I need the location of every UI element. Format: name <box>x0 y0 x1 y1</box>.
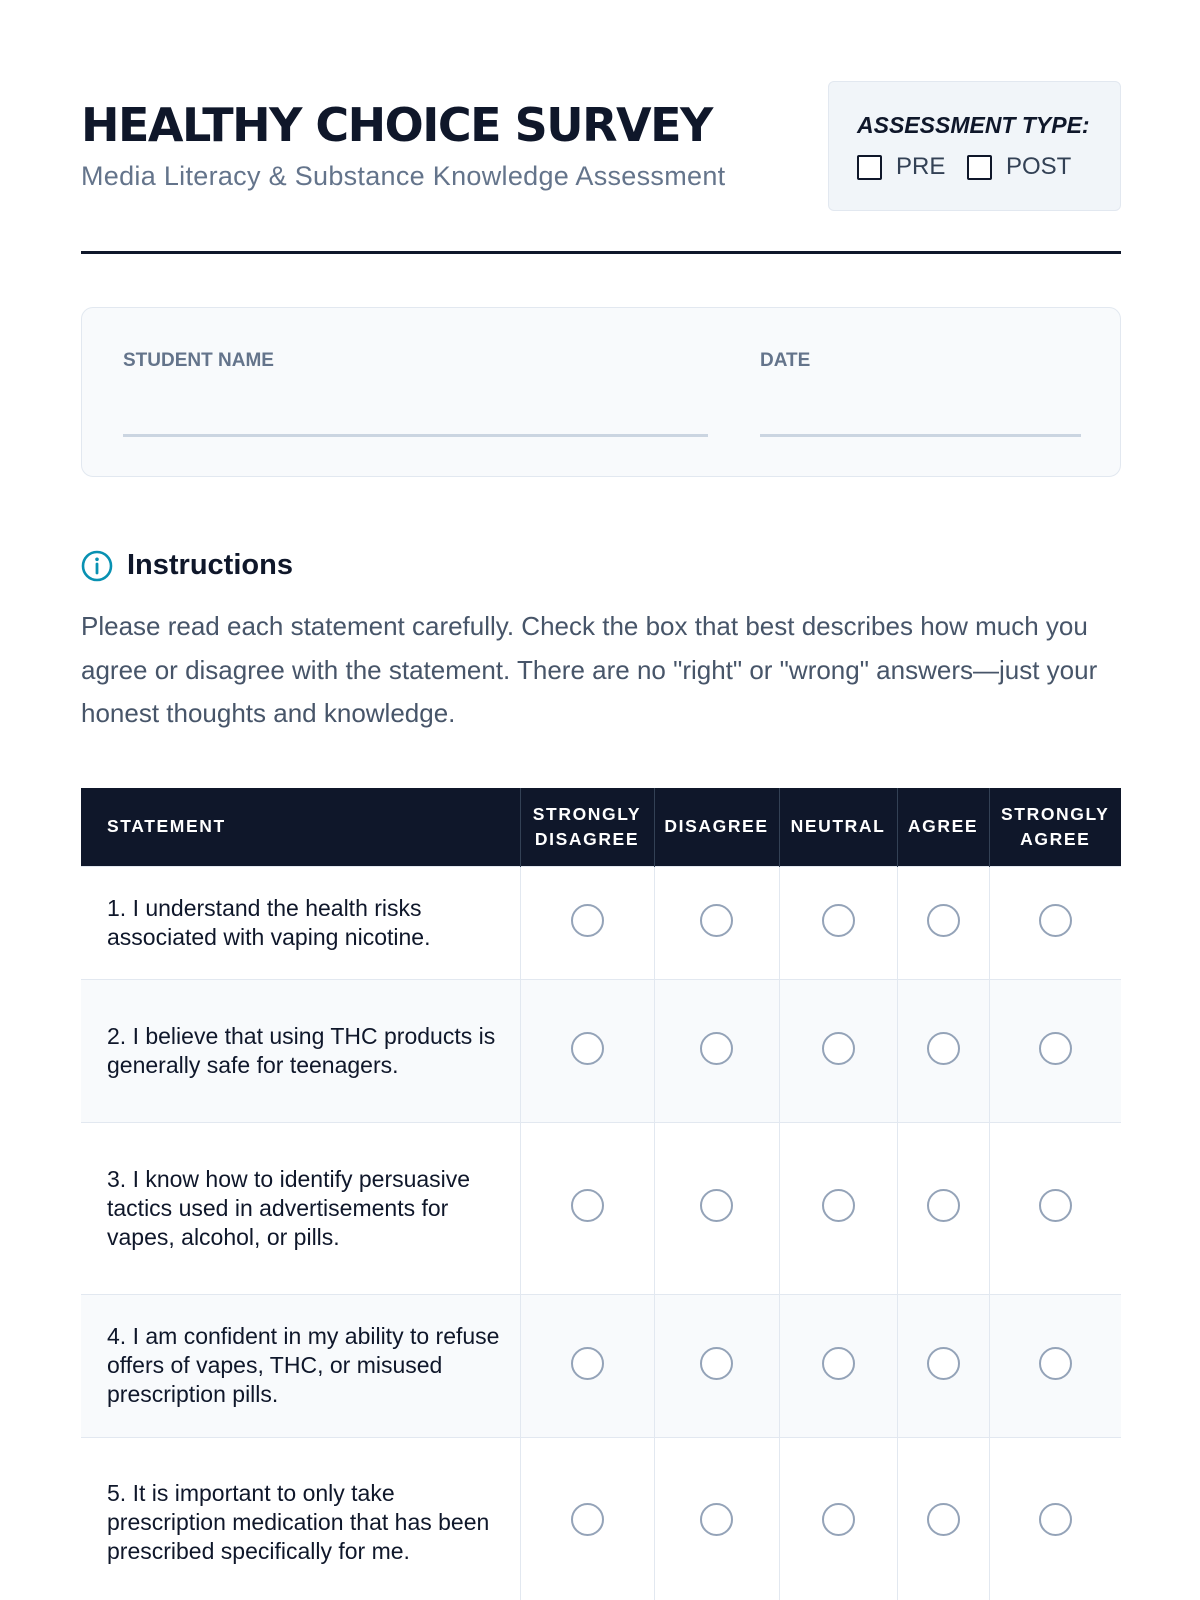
survey-page <box>81 0 1121 1564</box>
survey-table <box>81 788 1121 1600</box>
info-icon <box>81 550 113 582</box>
header-agree: AGREE <box>897 788 989 866</box>
instructions-text: Please read each statement carefully. Check the box that best describes how much you agree or disagree with the statement. There are no "right" or "wrong" answers—just your honest thoughts and knowledge. <box>81 611 1098 728</box>
radio-strongly-disagree[interactable] <box>571 904 604 937</box>
radio-neutral[interactable] <box>822 1032 855 1065</box>
post-checkbox[interactable] <box>967 155 992 180</box>
table-row <box>81 1437 1121 1600</box>
statement-text: 4. I am confident in my ability to refuse offers of vapes, THC, or misused prescription pills. <box>81 1294 520 1437</box>
page-title: HEALTHY CHOICE SURVEY <box>81 98 712 152</box>
radio-strongly-disagree[interactable] <box>571 1032 604 1065</box>
page-subtitle: Media Literacy & Substance Knowledge Assessment <box>81 161 726 191</box>
post-label: POST <box>1006 153 1072 180</box>
instructions-heading <box>81 549 293 582</box>
assessment-type-box <box>828 81 1121 211</box>
radio-strongly-disagree[interactable] <box>571 1189 604 1222</box>
radio-strongly-disagree[interactable] <box>571 1347 604 1380</box>
radio-disagree[interactable] <box>700 1347 733 1380</box>
radio-strongly-agree[interactable] <box>1039 1503 1072 1536</box>
instructions-title: Instructions <box>127 549 293 581</box>
table-row <box>81 1122 1121 1294</box>
statement-text: 3. I know how to identify persuasive tactics used in advertisements for vapes, alcohol, or pills. <box>81 1122 520 1294</box>
radio-neutral[interactable] <box>822 904 855 937</box>
radio-disagree[interactable] <box>700 1189 733 1222</box>
radio-disagree[interactable] <box>700 904 733 937</box>
pre-checkbox[interactable] <box>857 155 882 180</box>
date-label: DATE <box>760 350 811 371</box>
date-field[interactable] <box>760 434 1081 437</box>
header <box>81 0 1121 254</box>
student-name-field[interactable] <box>123 434 708 437</box>
header-statement: STATEMENT <box>81 788 520 866</box>
header-strongly-disagree: STRONGLY DISAGREE <box>520 788 654 866</box>
statement-text: 5. It is important to only take prescription medication that has been prescribed specifically for me. <box>81 1437 520 1600</box>
radio-agree[interactable] <box>927 1347 960 1380</box>
radio-neutral[interactable] <box>822 1503 855 1536</box>
radio-strongly-agree[interactable] <box>1039 1347 1072 1380</box>
assessment-option-post[interactable] <box>967 153 1071 181</box>
header-neutral: NEUTRAL <box>779 788 897 866</box>
radio-agree[interactable] <box>927 904 960 937</box>
assessment-option-pre[interactable] <box>857 153 945 181</box>
student-info-box <box>81 307 1121 477</box>
radio-strongly-disagree[interactable] <box>571 1503 604 1536</box>
radio-neutral[interactable] <box>822 1189 855 1222</box>
table-row <box>81 866 1121 979</box>
radio-agree[interactable] <box>927 1189 960 1222</box>
student-name-label: STUDENT NAME <box>123 350 274 371</box>
radio-strongly-agree[interactable] <box>1039 1032 1072 1065</box>
statement-text: 2. I believe that using THC products is generally safe for teenagers. <box>81 979 520 1122</box>
radio-strongly-agree[interactable] <box>1039 1189 1072 1222</box>
radio-disagree[interactable] <box>700 1503 733 1536</box>
statement-text: 1. I understand the health risks associated with vaping nicotine. <box>81 866 520 979</box>
radio-neutral[interactable] <box>822 1347 855 1380</box>
table-row <box>81 979 1121 1122</box>
table-row <box>81 1294 1121 1437</box>
pre-label: PRE <box>896 153 946 180</box>
radio-agree[interactable] <box>927 1032 960 1065</box>
header-strongly-agree: STRONGLY AGREE <box>989 788 1121 866</box>
header-disagree: DISAGREE <box>654 788 779 866</box>
radio-agree[interactable] <box>927 1503 960 1536</box>
radio-disagree[interactable] <box>700 1032 733 1065</box>
assessment-type-label: ASSESSMENT TYPE: <box>857 112 1090 138</box>
radio-strongly-agree[interactable] <box>1039 904 1072 937</box>
table-header-row <box>81 788 1121 866</box>
